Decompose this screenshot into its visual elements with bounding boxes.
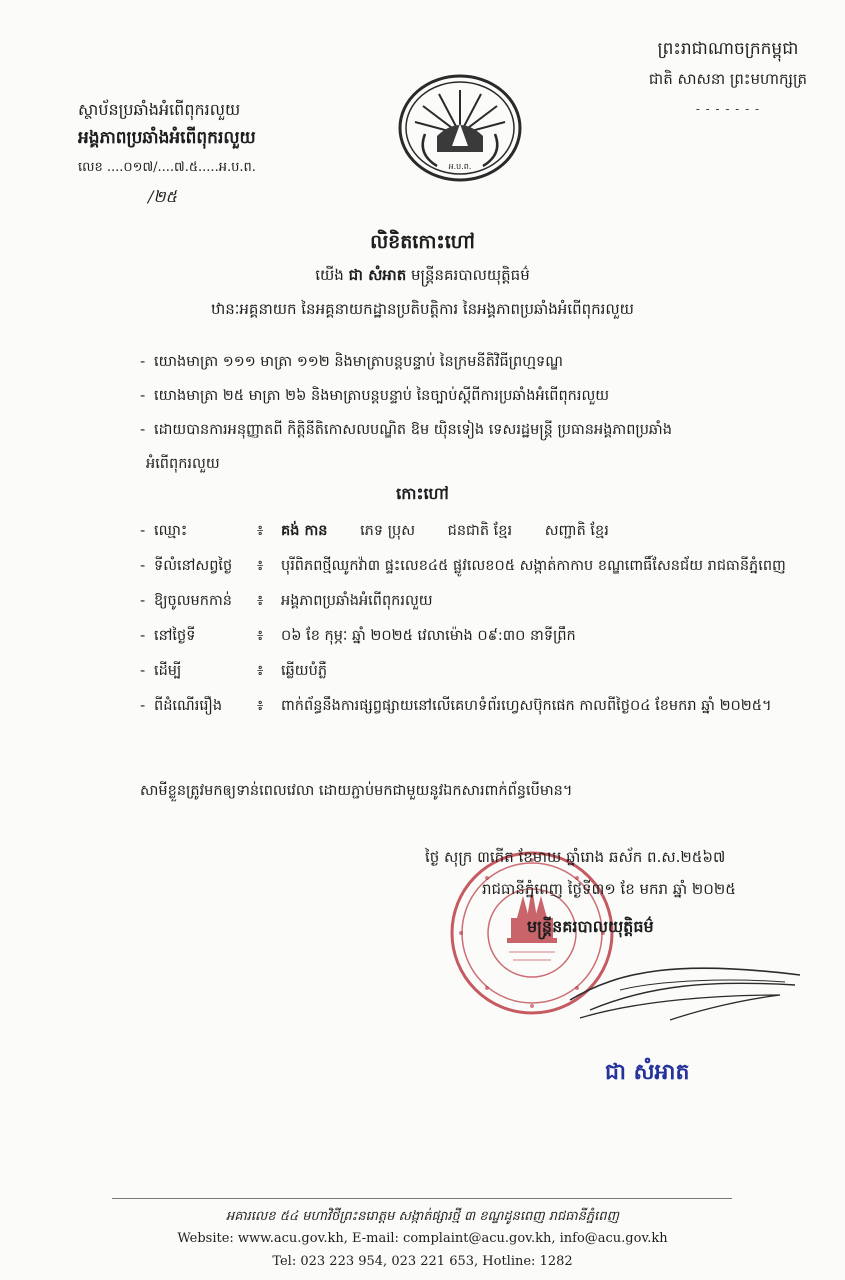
reference-year: /២៥ — [148, 187, 177, 206]
issuer-rank: ឋានៈអគ្គនាយក នៃអគ្គនាយកដ្ឋានប្រតិបត្តិការ នៃអង្គភាពប្រឆាំងអំពើពុករលួយ — [211, 300, 634, 318]
colon: ៖ — [257, 523, 264, 539]
signatory-name: ជា សំអាត — [605, 1059, 690, 1085]
footer-contacts: Website: www.acu.gov.kh, E-mail: complaint@acu.gov.kh, info@acu.gov.kh — [177, 1231, 668, 1246]
detail-row-purpose — [140, 656, 835, 686]
purpose-value: ឆ្លើយបំភ្លឺ — [281, 663, 328, 679]
emblem-caption: អ.ប.ព. — [448, 162, 472, 171]
agency-name: អង្គភាពប្រឆាំងអំពើពុករលួយ — [78, 128, 256, 148]
detail-row-matter — [140, 691, 835, 721]
signatory-title: មន្ត្រីនគរបាលយុត្តិធម៌ — [527, 917, 654, 936]
document-title: លិខិតកោះហៅ — [370, 231, 475, 253]
handwritten-signature — [560, 940, 810, 1030]
reference-number: លេខ ....០១៧/....៧.៥.....អ.ប.ព. — [78, 160, 256, 175]
kingdom-header — [649, 34, 807, 124]
person-citizenship: សញ្ជាតិ ខ្មែរ — [544, 523, 609, 539]
legal-basis-item: - យោងមាត្រា ១១១ មាត្រា ១១២ និងមាត្រាបន្តបន្ទាប់ នៃក្រមនីតិវិធីព្រហ្មទណ្ឌ — [140, 345, 830, 379]
national-motto: ជាតិ សាសនា ព្រះមហាក្សត្រ — [648, 70, 807, 88]
matter-value: ពាក់ព័ន្ធនឹងការផ្សព្វផ្សាយនៅលើគេហទំព័រហ្វេសប៊ុកផេក កាលពីថ្ងៃ០៤ ខែមករា ឆ្នាំ ២០២៥។ — [281, 698, 772, 714]
legal-basis-continuation: អំពើពុករលួយ — [146, 456, 220, 472]
address-value: បុរីពិភពថ្មីឈូកវ៉ា៣ ផ្ទះលេខ៤៥ ផ្លូវលេខ០៥ សង្កាត់កាកាប ខណ្ឌពោធិ៍សែនជ័យ រាជធានីភ្នំពេញ — [281, 558, 786, 574]
institution-name: ស្ថាប័នប្រឆាំងអំពើពុករលួយ — [78, 100, 241, 119]
person-nationality: ជនជាតិ ខ្មែរ — [447, 523, 513, 539]
colon: ៖ — [257, 663, 264, 679]
agency-block — [78, 95, 256, 211]
footer-address: អគារលេខ ៥៤ មហាវិថីព្រះនរោត្តម សង្កាត់ផ្សារថ្មី ៣ ខណ្ឌដូនពេញ រាជធានីភ្នំពេញ — [226, 1209, 619, 1224]
issuer-position: មន្ត្រីនគរបាលយុត្តិធម៌ — [411, 266, 530, 284]
date-value: ០៦ ខែ កុម្ភៈ ឆ្នាំ ២០២៥ វេលាម៉ោង ០៩:៣០ នាទីព្រឹក — [281, 628, 576, 644]
closing-instruction: សាមីខ្លួនត្រូវមកឲ្យទាន់ពេលវេលា ដោយភ្ជាប់មកជាមួយនូវឯកសារពាក់ព័ន្ធបើមាន។ — [140, 783, 573, 799]
lunar-date: ថ្ងៃ សុក្រ ៣កើត ខែមាឃ ឆ្នាំរោង ឆស័ក ព.ស.២៥៦៧ — [425, 848, 726, 866]
address-label: - ទីលំនៅសព្វថ្ងៃ — [140, 551, 257, 581]
issuer-name: ជា សំអាត — [348, 266, 407, 284]
footer-divider — [112, 1198, 732, 1199]
report-to-label: - ឱ្យចូលមកកាន់ — [140, 586, 257, 616]
detail-row-report-to — [140, 586, 835, 616]
person-sex: ភេទ ប្រុស — [360, 523, 416, 539]
detail-row-address — [140, 551, 835, 581]
colon: ៖ — [257, 628, 264, 644]
issuer-prefix: យើង — [315, 266, 344, 284]
date-label: - នៅថ្ងៃទី — [140, 621, 257, 651]
detail-row-name — [140, 516, 835, 546]
report-to-value: អង្គភាពប្រឆាំងអំពើពុករលួយ — [281, 593, 433, 609]
acu-emblem-logo — [397, 74, 523, 182]
kingdom-title: ព្រះរាជាណាចក្រកម្ពុជា — [657, 39, 799, 59]
issuer-line — [0, 266, 845, 288]
colon: ៖ — [257, 593, 264, 609]
matter-label: - ពីដំណើររឿង — [140, 691, 257, 721]
purpose-label: - ដើម្បី — [140, 656, 257, 686]
name-label: - ឈ្មោះ — [140, 516, 257, 546]
motto-ornament: - - - - - - - — [695, 102, 761, 116]
footer-phone: Tel: 023 223 954, 023 221 653, Hotline: 1282 — [272, 1254, 573, 1269]
legal-basis-item: - ដោយបានការអនុញ្ញាតពី កិត្តិនីតិកោសលបណ្ឌិត ឱម យ៉ិនទៀង ទេសរដ្ឋមន្ត្រី ប្រធានអង្គភាពប្រឆាំង — [140, 413, 830, 447]
colon: ៖ — [257, 698, 264, 714]
summon-heading: កោះហៅ — [396, 484, 449, 503]
legal-basis-item: - យោងមាត្រា ២៥ មាត្រា ២៦ និងមាត្រាបន្តបន្ទាប់ នៃច្បាប់ស្តីពីការប្រឆាំងអំពើពុករលួយ — [140, 379, 830, 413]
person-name: គង់ កាន — [281, 523, 328, 539]
colon: ៖ — [257, 558, 264, 574]
solar-date: រាជធានីភ្នំពេញ ថ្ងៃទី៣១ ខែ មករា ឆ្នាំ ២០២៥ — [482, 880, 736, 898]
detail-row-date — [140, 621, 835, 651]
legal-basis-list — [140, 345, 830, 481]
summons-details — [140, 516, 835, 726]
